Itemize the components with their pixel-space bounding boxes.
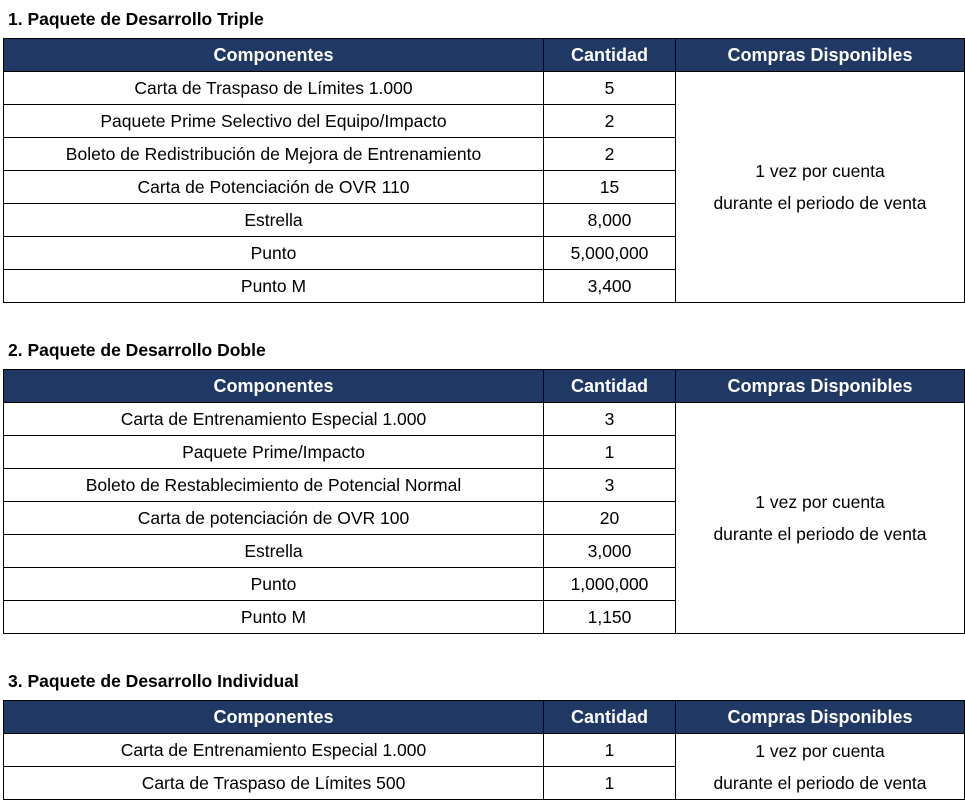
table-header-row <box>4 370 965 403</box>
table-header-row <box>4 701 965 734</box>
quantity-cell: 3,400 <box>544 270 676 303</box>
header-components: Componentes <box>4 39 544 72</box>
table-row <box>4 72 965 105</box>
quantity-cell: 1,000,000 <box>544 568 676 601</box>
quantity-cell: 3,000 <box>544 535 676 568</box>
header-availability: Compras Disponibles <box>676 370 965 403</box>
quantity-cell: 15 <box>544 171 676 204</box>
table-row <box>4 734 965 767</box>
table-row <box>4 403 965 436</box>
quantity-cell: 5,000,000 <box>544 237 676 270</box>
availability-line-2: durante el periodo de venta <box>713 772 927 793</box>
component-cell: Carta de Entrenamiento Especial 1.000 <box>4 403 544 436</box>
header-availability: Compras Disponibles <box>676 39 965 72</box>
availability-line-2: durante el periodo de venta <box>713 524 927 544</box>
quantity-cell: 2 <box>544 138 676 171</box>
component-cell: Paquete Prime Selectivo del Equipo/Impacto <box>4 105 544 138</box>
quantity-cell: 2 <box>544 105 676 138</box>
component-cell: Boleto de Redistribución de Mejora de Entrenamiento <box>4 138 544 171</box>
availability-line-2: durante el periodo de venta <box>713 193 927 213</box>
section-title: 1. Paquete de Desarrollo Triple <box>8 9 264 29</box>
package-table <box>3 700 965 800</box>
component-cell: Carta de Traspaso de Límites 500 <box>4 767 544 800</box>
package-table <box>3 369 965 634</box>
component-cell: Punto <box>4 568 544 601</box>
header-quantity: Cantidad <box>544 370 676 403</box>
component-cell: Carta de Potenciación de OVR 110 <box>4 171 544 204</box>
component-cell: Estrella <box>4 204 544 237</box>
quantity-cell: 1 <box>544 734 676 767</box>
component-cell: Punto M <box>4 270 544 303</box>
table-header-row <box>4 39 965 72</box>
package-table <box>3 38 965 303</box>
quantity-cell: 3 <box>544 403 676 436</box>
availability-line-1: 1 vez por cuenta <box>755 740 885 761</box>
header-quantity: Cantidad <box>544 39 676 72</box>
component-cell: Boleto de Restablecimiento de Potencial Normal <box>4 469 544 502</box>
availability-line-1: 1 vez por cuenta <box>755 161 885 181</box>
component-cell: Carta de Traspaso de Límites 1.000 <box>4 72 544 105</box>
header-quantity: Cantidad <box>544 701 676 734</box>
quantity-cell: 20 <box>544 502 676 535</box>
availability-cell <box>676 72 965 303</box>
availability-cell <box>676 734 965 800</box>
component-cell: Punto M <box>4 601 544 634</box>
section-title: 2. Paquete de Desarrollo Doble <box>8 340 266 360</box>
component-cell: Punto <box>4 237 544 270</box>
header-availability: Compras Disponibles <box>676 701 965 734</box>
quantity-cell: 1 <box>544 767 676 800</box>
component-cell: Carta de potenciación de OVR 100 <box>4 502 544 535</box>
availability-line-1: 1 vez por cuenta <box>755 492 885 512</box>
header-components: Componentes <box>4 370 544 403</box>
section-title: 3. Paquete de Desarrollo Individual <box>8 671 299 691</box>
quantity-cell: 1 <box>544 436 676 469</box>
header-components: Componentes <box>4 701 544 734</box>
quantity-cell: 1,150 <box>544 601 676 634</box>
component-cell: Paquete Prime/Impacto <box>4 436 544 469</box>
availability-cell <box>676 403 965 634</box>
component-cell: Carta de Entrenamiento Especial 1.000 <box>4 734 544 767</box>
component-cell: Estrella <box>4 535 544 568</box>
quantity-cell: 3 <box>544 469 676 502</box>
quantity-cell: 8,000 <box>544 204 676 237</box>
quantity-cell: 5 <box>544 72 676 105</box>
